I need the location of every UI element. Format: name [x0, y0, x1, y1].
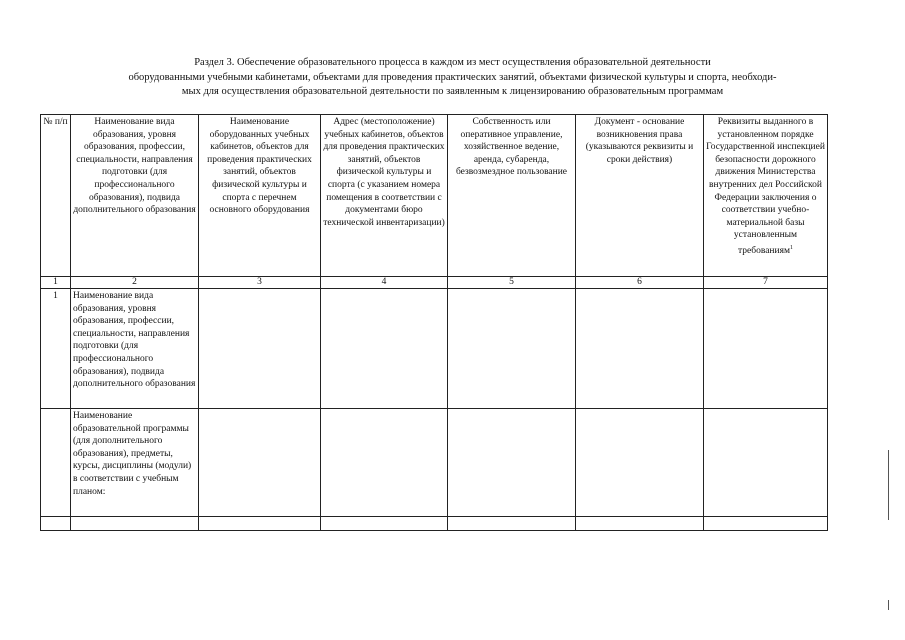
empty-cell	[71, 517, 199, 531]
header-facilities: Наименование оборудованных учебных кабинетов, объектов для проведения практических занятий, объектов физической культуры и спорта с перечнем основного оборудования	[199, 115, 321, 277]
empty-cell	[321, 409, 448, 517]
empty-cell	[41, 517, 71, 531]
empty-cell	[448, 409, 576, 517]
table-row-empty	[41, 517, 828, 531]
column-number: 5	[448, 277, 576, 289]
scan-artifact-line	[888, 600, 889, 610]
header-num: № п/п	[41, 115, 71, 277]
section-heading	[0, 56, 905, 100]
row-number: 1	[41, 289, 71, 409]
header-row	[41, 115, 828, 277]
row-number	[41, 409, 71, 517]
row-program-name: Наименование образовательной программы (для дополнительного образования), предметы, курсы, дисциплины (модули) в соответствии с учебным планом:	[71, 409, 199, 517]
scan-artifact-line	[888, 450, 889, 520]
header-ownership: Собственность или оперативное управление, хозяйственное ведение, аренда, субаренда, безвозмездное пользование	[448, 115, 576, 277]
heading-line-3: мых для осуществления образовательной деятельности по заявленным к лицензированию образовательным программам	[181, 86, 724, 97]
empty-cell	[704, 289, 828, 409]
header-gibdd-text: Реквизиты выданного в установленном порядке Государственной инспекцией безопасности дорожного движения Министерства внутренних дел Российской Федерации заключения о соответствии учебно-материальной базы установленным требованиям	[706, 117, 825, 257]
header-education-type: Наименование вида образования, уровня образования, профессии, специальности, направления подготовки (для профессионального образования), подвида дополнительного образования	[71, 115, 199, 277]
row-education-type: Наименование вида образования, уровня образования, профессии, специальности, направления подготовки (для профессионального образования), подвида дополнительного образования	[71, 289, 199, 409]
empty-cell	[321, 289, 448, 409]
column-number: 3	[199, 277, 321, 289]
column-number: 1	[41, 277, 71, 289]
empty-cell	[448, 289, 576, 409]
empty-cell	[576, 409, 704, 517]
header-address: Адрес (местоположение) учебных кабинетов, объектов для проведения практических занятий, объектов физической культуры и спорта (с указанием номера помещения в соответствии с документами бюро технической инвентаризации)	[321, 115, 448, 277]
resources-table	[40, 114, 828, 531]
empty-cell	[576, 289, 704, 409]
header-gibdd-conclusion	[704, 115, 828, 277]
empty-cell	[704, 517, 828, 531]
empty-cell	[199, 289, 321, 409]
footnote-mark: 1	[789, 244, 793, 251]
heading-line-2: оборудованными учебными кабинетами, объектами для проведения практических занятий, объектами физической культуры и спорта, необходи-	[128, 71, 777, 83]
table-row	[41, 289, 828, 409]
empty-cell	[199, 409, 321, 517]
heading-line-1: Раздел 3. Обеспечение образовательного процесса в каждом из мест осуществления образовательной деятельности	[194, 57, 711, 68]
empty-cell	[448, 517, 576, 531]
empty-cell	[704, 409, 828, 517]
column-number: 4	[321, 277, 448, 289]
column-number: 6	[576, 277, 704, 289]
column-number: 2	[71, 277, 199, 289]
column-number-row	[41, 277, 828, 289]
empty-cell	[576, 517, 704, 531]
column-number: 7	[704, 277, 828, 289]
table-row	[41, 409, 828, 517]
empty-cell	[321, 517, 448, 531]
empty-cell	[199, 517, 321, 531]
header-document: Документ - основание возникновения права (указываются реквизиты и сроки действия)	[576, 115, 704, 277]
